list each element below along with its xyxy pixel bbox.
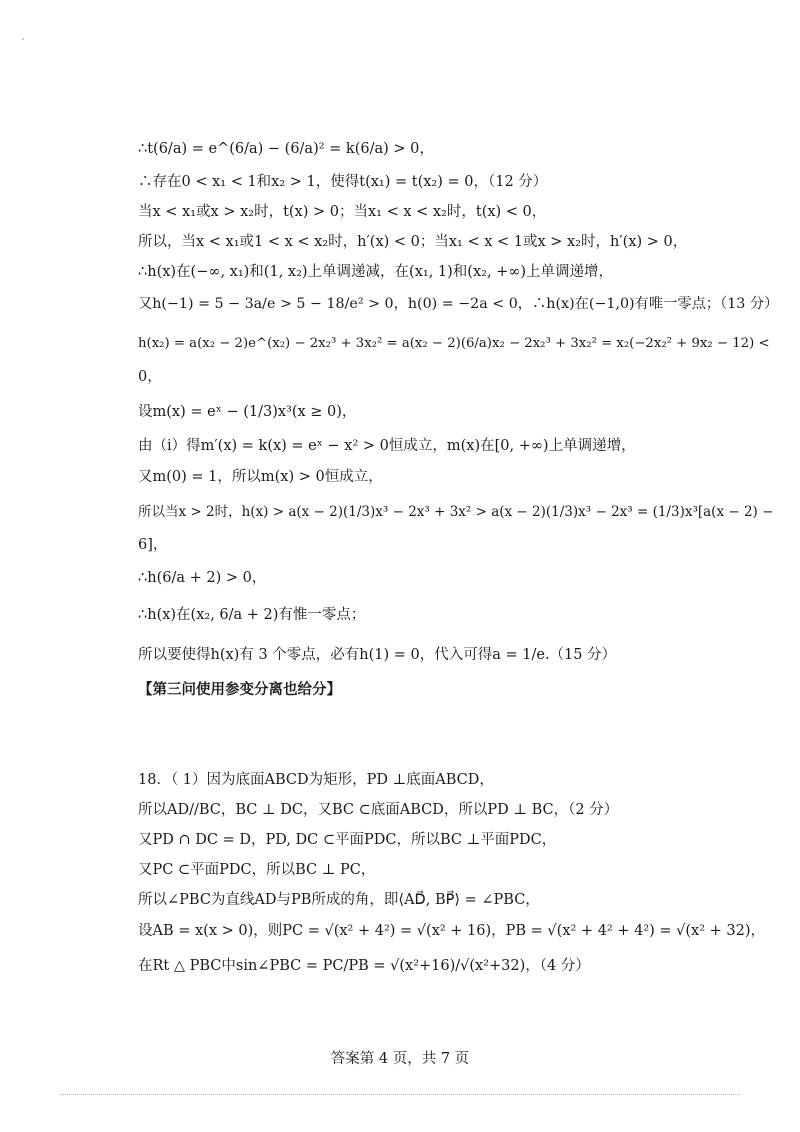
s17-line-16: 所以要使得h(x)有 3 个零点，必有h(1) = 0，代入可得a = 1/e.（15 分）	[138, 647, 617, 663]
s17-line-12: 所以当x > 2时，h(x) > a(x − 2)(1/3)x³ − 2x³ + 3x² > a(x − 2)(1/3)x³ − 2x³ = (1/3)x³[a(x − 2) −	[138, 504, 774, 520]
s17-line-9: 设m(x) = eˣ − (1/3)x³(x ≥ 0)，	[138, 404, 357, 420]
s18-line-6: 设AB = x(x > 0)，则PC = √(x² + 4²) = √(x² + 16)，PB = √(x² + 4² + 4²) = √(x² + 32)，	[138, 923, 766, 939]
scoring-note: 【第三问使用参变分离也给分】	[138, 681, 341, 698]
s17-line-4: 所以，当x < x₁或1 < x < x₂时，h′(x) < 0；当x₁ < x < 1或x > x₂时，h′(x) > 0，	[138, 234, 688, 250]
s18-line-3: 又PD ∩ DC = D，PD, DC ⊂平面PDC，所以BC ⊥平面PDC，	[138, 832, 557, 848]
s17-line-2: ∴存在0 < x₁ < 1和x₂ > 1，使得t(x₁) = t(x₂) = 0，（12 分）	[138, 174, 548, 190]
s17-line-7: h(x₂) = a(x₂ − 2)e^(x₂) − 2x₂³ + 3x₂² = a(x₂ − 2)(6/a)x₂ − 2x₂³ + 3x₂² = x₂(−2x₂² + 9x₂ − 12) <	[138, 336, 770, 351]
s18-line-7: 在Rt △ PBC中sin∠PBC = PC/PB = √(x²+16)/√(x²+32)，（4 分）	[138, 958, 590, 974]
s17-line-1: ∴t(6/a) = e^(6/a) − (6/a)² = k(6/a) > 0，	[138, 141, 434, 157]
scan-speck	[22, 38, 24, 40]
s17-line-10: 由（i）得m′(x) = k(x) = eˣ − x² > 0恒成立，m(x)在[0, +∞)上单调递增，	[138, 438, 636, 454]
s18-line-2: 所以AD//BC，BC ⊥ DC，又BC ⊂底面ABCD，所以PD ⊥ BC，（2 分）	[138, 802, 619, 818]
s17-line-15: ∴h(x)在(x₂, 6/a + 2)有惟一零点；	[138, 607, 366, 623]
footer-rule	[60, 1094, 740, 1095]
page-footer: 答案第 4 页，共 7 页	[330, 1051, 470, 1067]
s17-line-8: 0，	[138, 369, 162, 385]
s17-line-13: 6]，	[138, 537, 168, 553]
s17-line-3: 当x < x₁或x > x₂时，t(x) > 0；当x₁ < x < x₂时，t(x) < 0，	[138, 204, 547, 220]
s17-line-11: 又m(0) = 1，所以m(x) > 0恒成立，	[138, 469, 383, 485]
s18-line-1: 18．（ 1）因为底面ABCD为矩形，PD ⊥底面ABCD，	[138, 772, 494, 788]
s17-line-14: ∴h(6/a + 2) > 0，	[138, 570, 267, 586]
s18-line-5: 所以∠PBC为直线AD与PB所成的角，即⟨AD⃗, BP⃗⟩ = ∠PBC，	[138, 892, 540, 908]
s17-line-5: ∴h(x)在(−∞, x₁)和(1, x₂)上单调递减，在(x₁, 1)和(x₂, +∞)上单调递增，	[138, 264, 614, 280]
s17-line-6: 又h(−1) = 5 − 3a/e > 5 − 18/e² > 0，h(0) = −2a < 0，∴h(x)在(−1,0)有唯一零点；（13 分）	[138, 296, 779, 312]
s18-line-4: 又PC ⊂平面PDC，所以BC ⊥ PC，	[138, 862, 376, 878]
